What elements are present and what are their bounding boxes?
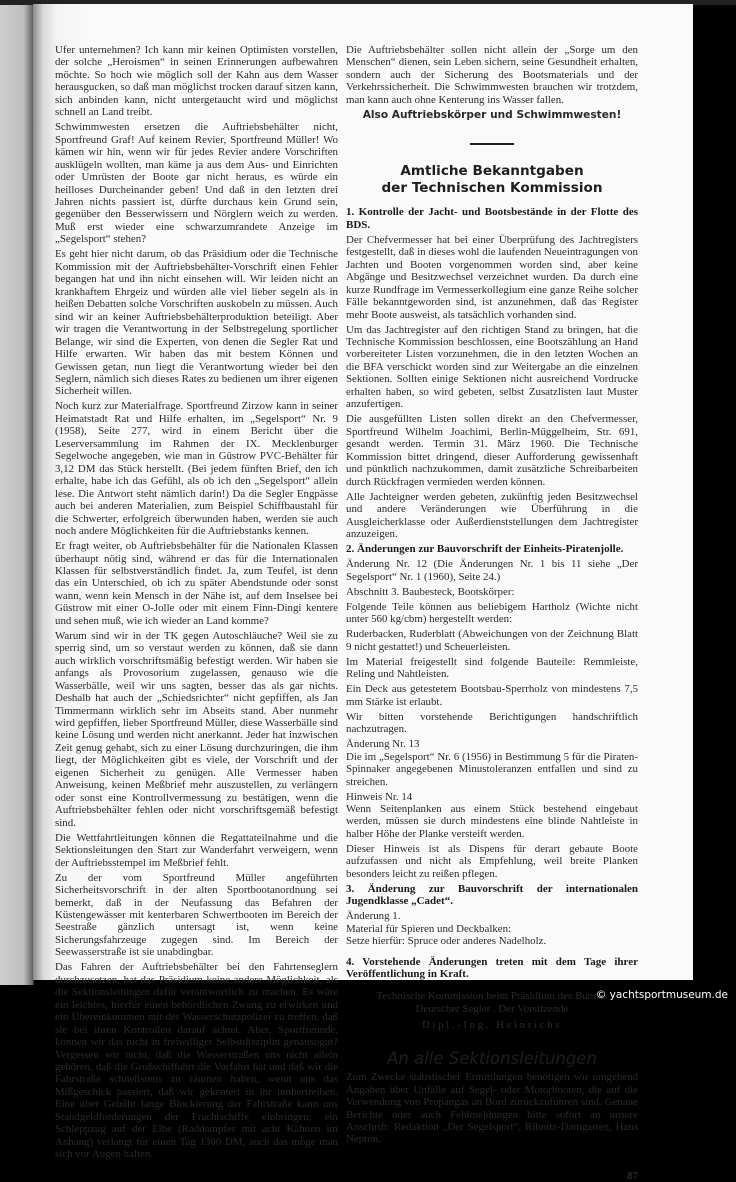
- subsection-title: 1. Kontrolle der Jacht- und Bootsbestände in der Flotte des BDS.: [346, 206, 638, 231]
- paragraph: Abschnitt 3. Baubesteck, Bootskörper:: [346, 585, 515, 598]
- paragraph: Ein Deck aus getestetem Bootsbau-Sperrholz von mindestens 7,5 mm Stärke ist erlaubt.: [346, 683, 638, 708]
- signature-line: Technische Kommission beim Präsidium des Bundes: [376, 989, 608, 1002]
- section-heading: [346, 163, 638, 197]
- notice-paragraph: Zum Zwecke statistischer Ermittlungen benötigen wir umgehend Angaben über Unfälle auf Segel- oder Motorbooten, die auf die Verwendung von Propangas an Bord zurückzuführen sind. Genaue Berichte oder auch Fehlmeldungen bitte sofort an unsere Anschrift: Redaktion „Der Segelsport“, Ribnitz-Damgarten, Haus Neptun.: [346, 1071, 638, 1146]
- paragraph: Um das Jachtregister auf den richtigen Stand zu bringen, hat die Technische Kommission beschlossen, eine Bootszählung an Hand vorbereiteter Listen vorzunehmen, die in den letzten Wochen an die BFA verschickt worden sind zur Weitergabe an die einzelnen Sektionen. Sollten einige Sektionen nicht ausreichend Vordrucke erhalten haben, so wird gebeten, selbst Zusatzlisten laut Muster anzufertigen.: [346, 323, 638, 411]
- subsection-title: 4. Vorstehende Änderungen treten mit dem Tage ihrer Veröffentlichung in Kraft.: [346, 955, 638, 981]
- intro-paragraph: Die Auftriebsbehälter sollen nicht allein der „Sorge um den Menschen“ dienen, sein Leben sichern, seine Gesundheit erhalten, sondern auch der Sicherung des Bootsmaterials und der Verkehrssicherheit. Die Schwimmwesten brauchen wir trotzdem, man kann auch ohne Kenterung ins Wasser fallen.: [346, 44, 638, 106]
- paragraph: Die im „Segelsport“ Nr. 6 (1956) in Bestimmung 5 für die Piraten-Spinnaker angegebenen Minustoleranzen entfallen und sind zu streichen.: [346, 750, 638, 788]
- change-line: Setze hierfür: Spruce oder anderes Nadelholz.: [346, 935, 547, 948]
- divider: [470, 143, 514, 145]
- paragraph: Dieser Hinweis ist als Dispens für derart gebaute Boote aufzufassen und nicht als Empfehlung, weil breite Planken besonders leicht zu reißen pflegen.: [346, 842, 638, 880]
- paragraph: Die ausgefüllten Listen sollen direkt an den Chefvermesser, Sportfreund Wilhelm Joachimi, Berlin-Müggelheim, Str. 691, gesandt werden. Termin 31. März 1960. Die Technische Kommission bittet dringend, dieser Aufforderung gewissenhaft und pünktlich nachzukommen, damit zusätzliche Schreibarbeiten durch Rückfragen vermieden werden können.: [346, 413, 638, 488]
- paragraph: Noch kurz zur Materialfrage. Sportfreund Zirzow kann in seiner Heimatstadt Rat und Hilfe erhalten, im „Segelsport“ Nr. 9 (1958), Seite 277, wird in einem Bericht über die Leserversammlung im Rahmen der IX. Mecklenburger Segelwoche angegeben, wie man in Güstrow PVC-Behälter für 3,12 DM das Stück herstellt. (Bei jedem fünften Brief, den ich erhalte, habe ich das Gefühl, als ob ich den „Segelsport“ allein lese. Die Antwort steht nämlich darin!) Da die Segler Engpässe auch bei anderen Materialien, zum Beispiel Schiffbaustahl für die Schwerter, erfolgreich überwunden haben, werden sie auch noch andere Möglichkeiten für die Auftriebstanks kennen.: [55, 400, 338, 537]
- notice-heading: An alle Sektionsleitungen: [387, 1048, 597, 1068]
- paragraph: Änderung Nr. 13: [346, 738, 420, 751]
- paragraph: Schwimmwesten ersetzen die Auftriebsbehälter nicht, Sportfreund Graf! Auf keinem Revier, Sportfreund Müller! Wo kämen wir hin, wenn wir für jedes Revier andere Vorschriften ausklügeln wollten, man käme ja aus dem Aus- und Einrichten oder Umrüsten der Boote gar nicht heraus, es würde ein heilloses Durcheinander geben! Und daß in den letzten drei Jahren nichts passiert ist, dürfte durchaus kein Grund sein, gegenüber den Besserwissern und Nörglern weich zu werden. Muß erst wieder eine schwarzumrandete Anzeige im „Segelsport“ stehen?: [55, 121, 338, 246]
- slogan: Also Auftriebskörper und Schwimmwesten!: [362, 108, 622, 121]
- paragraph: Ufer unternehmen? Ich kann mir keinen Optimisten vorstellen, der solche „Heroismen“ in seinen Erinnerungen aufbewahren möchte. So hoch wie möglich soll der Kahn aus dem Wasser herausgucken, so daß man möglichst trocken darauf sitzen kann, sich anbinden kann, nicht untergetaucht wird und möglichst schnell an Land treibt.: [55, 44, 338, 119]
- copyright-watermark: © yachtsportmuseum.de: [595, 989, 728, 1001]
- subsection-title: 3. Änderung zur Bauvorschrift der internationalen Jugendklasse „Cadet“.: [346, 882, 638, 908]
- adjacent-page-edge: [0, 0, 34, 985]
- paragraph: Wir bitten vorstehende Berichtigungen handschriftlich nachzutragen.: [346, 710, 638, 736]
- paragraph: Hinweis Nr. 14: [346, 790, 413, 803]
- paragraph: Er fragt weiter, ob Auftriebsbehälter für die Nationalen Klassen überhaupt nötig sind, während er das für die Internationalen Klassen für selbstverständlich findet. Ja, zum Teufel, ist denn das ein Unterschied, ob ich zu später Abendstunde oder sonst wann, wenn kein Mensch in der Nähe ist, auf dem Inselsee bei Güstrow mit einer O-Jolle oder mit einem Finn-Dingi kentere und sehen muß, wie ich wieder an Land komme?: [55, 540, 338, 627]
- heading-line: Amtliche Bekanntgaben: [400, 163, 584, 180]
- paragraph: Folgende Teile können aus beliebigem Hartholz (Wichte nicht unter 560 kg/cbm) hergestellt werden:: [346, 600, 638, 626]
- subsection-title: 2. Änderungen zur Bauvorschrift der Einheits-Piratenjolle.: [346, 543, 624, 556]
- left-column: [55, 44, 338, 1163]
- change-line: Änderung 1.: [346, 910, 401, 923]
- paragraph: Die Wettfahrtleitungen können die Regattateilnahme und die Sektionsleitungen den Start zur Wanderfahrt verweigern, wenn der Auftriebsstempel im Meßbrief fehlt.: [55, 831, 338, 869]
- paragraph: Der Chefvermesser hat bei einer Überprüfung des Jachtregisters festgestellt, daß in dieses wohl die laufenden Neueintragungen von Jachten und Booten vorgenommen worden sind, aber keine Abgänge und Besitzwechsel verzeichnet wurden. Da durch eine kurze Rundfrage im Vermesserkollegium eine ganze Reihe solcher Fälle bekanntgeworden sind, ist anzunehmen, daß das Register mehr Boote ausweist, als tatsächlich vorhanden sind.: [346, 233, 638, 321]
- change-line: Material für Spieren und Deckbalken:: [346, 922, 512, 935]
- signature-block: [346, 990, 638, 1032]
- signature-line: Deutscher Segler . Der Vorsitzende: [415, 1002, 569, 1015]
- paragraph: Änderung Nr. 12 (Die Änderungen Nr. 1 bis 11 siehe „Der Segelsport“ Nr. 1 (1960), Seite 24.): [346, 558, 638, 583]
- signature-name: Dipl.-Ing. Heinrichs: [421, 1018, 562, 1031]
- page-number: 87: [627, 1169, 638, 1182]
- right-column: [346, 44, 638, 1182]
- paragraph: Wenn Seitenplanken aus einem Stück bestehend eingebaut werden, müssen sie durch mindestens eine blinde Nahtleiste in halber Höhe der Planke versteift werden.: [346, 803, 638, 840]
- paragraph: Das Fahren der Auftriebsbehälter bei den Fahrtenseglern durchzusetzen, hat das Präsidium keine andere Möglichkeit, als die Sektionsleitungen dafür verantwortlich zu machen. Es wäre ein leichtes, hierfür einen behördlichen Zwang zu erwirken und ein Übereinkommen mit der Wasserschutzpolizei zu treffen, daß sie bei ihren Kontrollen darauf achtet. Aber, Sportfreunde, können wir das nicht in freiwilliger Selbstdisziplin genausogut? Vergessen wir nicht, daß die Wasserstraßen uns nicht allein gehören, daß die Großschiffahrt die Vorfahrt hat und daß wir die Fahrstraße schnellstens zu räumen haben, wenn uns das Mißgeschick passiert, daß wir gekentert in ihr umhertreiben. Eine über Gebühr lange Blockierung der Fahrstraße kann uns Standgeldforderungen der Frachtschiffe einbringen; ein Schleppzug auf der Elbe (Raddampfer mit acht Kähnen im Anhang) verlangt für einen Tag 1300 DM, auch das möge man sich vor Augen halten.: [55, 961, 338, 1161]
- paragraph: Alle Jachteigner werden gebeten, zukünftig jeden Besitzwechsel und andere Veränderungen wie Überführung in die Ausgleicherklasse oder Außerdienststellungen dem Jachtregister anzuzeigen.: [346, 490, 638, 541]
- paragraph: Es geht hier nicht darum, ob das Präsidium oder die Technische Kommission mit der Auftriebsbehälter-Vorschrift einen Fehler begangen hat und ihn nicht einsehen will. Wir leiden nicht an krankhaftem Ehrgeiz und würden alle viel lieber segeln als in heißen Debatten solche Vorschriften auskobeln zu müssen. Auch sind wir an keiner Auftriebsbehälterproduktion beteiligt. Aber wir tragen die Verantwortung in der Selbstregelung sportlicher Belange, wir sind die Experten, von denen die Segler Rat und Hilfe erwarten. Wir haben das mit bestem Können und Gewissen getan, nun liegt die Verantwortung wieder bei den Seglern, nämlich sich dieses Rates zu bedienen um ihrer eigenen Sicherheit willen.: [55, 248, 338, 398]
- heading-line: der Technischen Kommission: [381, 180, 603, 197]
- paragraph: Im Material freigestellt sind folgende Bauteile: Remmleiste, Reling und Nahtleisten.: [346, 655, 638, 681]
- paragraph: Warum sind wir in der TK gegen Autoschläuche? Weil sie zu sperrig sind, um so verstaut werden zu können, daß sie dann auch wirklich vorschriftsmäßig befestigt werden. Wir haben sie anfangs als Provosorium zugelassen, genauso wie die Wasserbälle, weil wir uns sagten, besser das als gar nichts. Deshalb hat auch der „Schiedsrichter“ nicht gepfiffen, als Jan Timmermann wirklich sehr im Abseits stand. Aber nunmehr wird gepfiffen, lieber Sportfreund Müller, diese Wasserbälle sind keine Lösung und werden nicht anerkannt. Jeder hat inzwischen Zeit genug gehabt, sich zu einer Lösung durchzuringen, die ihm liegt, der Möglichkeiten gibt es viele, der Vorschrift und der eigenen Sicherheit zu genügen. Alle Vermesser haben Anweisung, keinen Meßbrief mehr auszustellen, zu verlängern oder sonst eine Kontrollvermessung zu bestätigen, wenn die Auftriebsbehälter fehlen oder nicht vorschriftsgemäß befestigt sind.: [55, 629, 338, 829]
- paragraph: Zu der vom Sportfreund Müller angeführten Sicherheitsvorschrift in der alten Sportbootanordnung sei bemerkt, daß in der Neufassung das Befahren der Küstengewässer mit kenterbaren Schwertbooten im Bereich der Seestraße gänzlich untersagt ist, wenn keine Sicherungsfahrzeuge zugegen sind. Im Bereich der Seewasserstraße ist sie unabdingbar.: [55, 871, 338, 959]
- paragraph: Ruderbacken, Ruderblatt (Abweichungen von der Zeichnung Blatt 9 nicht gestattet!) und Scheuerleisten.: [346, 628, 638, 653]
